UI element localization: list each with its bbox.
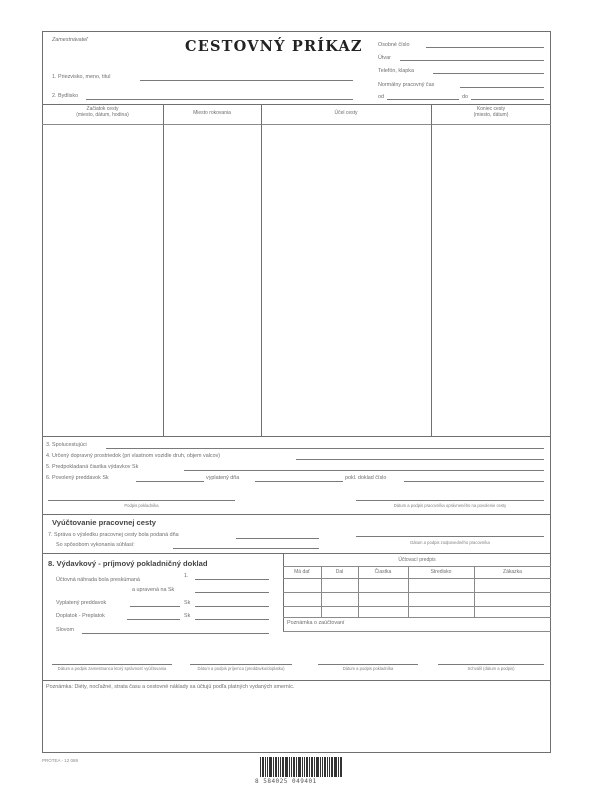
personal-number-label: Osobné číslo [378, 42, 410, 48]
work-time-label: Normálny pracovný čas [378, 82, 435, 88]
address-field[interactable] [86, 99, 353, 100]
barcode-bar [260, 757, 261, 777]
employee-signature-line[interactable] [52, 664, 172, 665]
accounting-bottom-border [283, 631, 551, 632]
department-field[interactable] [400, 60, 544, 61]
settlement-title: Vyúčtovanie pracovnej cesty [52, 518, 156, 527]
accounting-col-amount: Čiastka [374, 569, 392, 575]
barcode-bar [269, 757, 272, 777]
col-divider-2 [261, 104, 262, 436]
accounting-col-debit: Má dať [294, 569, 310, 575]
barcode-bar [275, 757, 277, 777]
barcode-bar [340, 757, 342, 777]
barcode-bar [293, 757, 295, 777]
department-label: Útvar [378, 55, 391, 61]
approver-signature-caption: Dátum a podpis pracovníka oprávneného na povolenie cesty [393, 503, 507, 508]
cashier-signature-line[interactable] [48, 500, 235, 501]
advance-paid-label: vyplatený dňa [206, 475, 240, 481]
barcode-bar [265, 757, 266, 777]
col-header-place: Miesto rokovania [193, 110, 231, 116]
difference-currency: Sk [184, 613, 191, 619]
transport-label: 4. Určený dopravný prostriedok (pri vlastnom vozidle druh, objem valcov) [46, 453, 221, 459]
accounting-title-border [283, 566, 551, 567]
accounting-col-center: Stredisko [430, 569, 452, 575]
recipient-signature-line[interactable] [190, 664, 292, 665]
footer-code: PROTEA - 12 069 [42, 758, 79, 763]
difference-amount[interactable] [195, 619, 269, 620]
barcode-bar [327, 757, 328, 777]
in-words-label: Slovom [56, 627, 74, 633]
reimbursement-field-1[interactable] [195, 579, 269, 580]
recipient-signature-caption: Dátum a podpis príjemcu (preddavku/doplatku) [197, 666, 285, 671]
approval-label: So spôsobom vykonania súhlasí: [56, 542, 135, 548]
barcode-bar [334, 757, 337, 777]
address-label: 2. Bydlisko [52, 93, 79, 99]
note-text: Poznámka: Diéty, nocľažné, strata času a cestovné náklady sa účtujú podľa platných vydaných smerníc. [46, 684, 295, 690]
col-header-start-sub: (miesto, dátum, hodina) [76, 111, 129, 118]
phone-field[interactable] [433, 73, 544, 74]
companions-label: 3. Spolucestujúci [46, 442, 87, 448]
col-header-end-label: Koniec cesty [476, 106, 506, 112]
approved-signature-caption: Schválil (dátum a podpis) [467, 666, 515, 671]
paid-advance-label: Vyplatený preddavok [56, 600, 107, 606]
barcode-bar [273, 757, 274, 777]
in-words-field[interactable] [82, 633, 269, 634]
accounting-col-order: Zákazka [503, 569, 522, 575]
barcode-bar [278, 757, 279, 777]
barcode-bar [304, 757, 305, 777]
accounting-row-border-3 [283, 617, 551, 618]
cell-end[interactable] [433, 126, 550, 435]
advance-doc-field[interactable] [404, 481, 544, 482]
reimbursement-label-1: Účtovná náhrada bola preskúmaná [56, 577, 140, 583]
expected-cost-field[interactable] [184, 470, 544, 471]
companions-field[interactable] [106, 448, 544, 449]
report-date-field[interactable] [236, 538, 319, 539]
cell-purpose[interactable] [263, 126, 430, 435]
responsible-signature-caption: Dátum a podpis zodpovedného pracovníka [410, 540, 490, 545]
table-top-border [42, 104, 551, 105]
cash-doc-title: 8. Výdavkový - príjmový pokladničný doklad [48, 559, 208, 568]
barcode-bar [306, 757, 308, 777]
barcode-bar [282, 757, 284, 777]
barcode-bar [329, 757, 330, 777]
accounting-col-credit: Dal [335, 569, 344, 575]
col-header-start-label: Začiatok cesty [86, 106, 119, 112]
surname-label: 1. Priezvisko, meno, titul [52, 74, 111, 80]
work-time-from-field[interactable] [387, 99, 459, 100]
advance-paid-field[interactable] [255, 481, 343, 482]
col-header-start [42, 107, 163, 119]
reimbursement-field-2[interactable] [195, 592, 269, 593]
barcode-bar [324, 757, 326, 777]
accounting-header-border [283, 578, 551, 579]
barcode-bar [291, 757, 292, 777]
paid-advance-amount[interactable] [195, 606, 269, 607]
barcode-bar [316, 757, 319, 777]
barcode-bar [320, 757, 321, 777]
barcode-digits: 8 584025 049401 [255, 778, 317, 785]
expected-cost-label: 5. Predpokladaná čiastka výdavkov Sk [46, 464, 139, 470]
advance-doc-label: pokl. doklad číslo [345, 475, 387, 481]
barcode-bar [267, 757, 268, 777]
employer-label: Zamestnávateľ [52, 37, 88, 43]
transport-field[interactable] [296, 459, 544, 460]
col-header-purpose: Účel cesty [334, 110, 358, 116]
note-top-border [42, 680, 551, 681]
accounting-row-border-1 [283, 592, 551, 593]
cash-doc-top-border [42, 553, 551, 554]
approval-field[interactable] [173, 548, 319, 549]
employee-signature-caption: Dátum a podpis zamestnanca ktorý správnosť vyúčtovania [57, 666, 167, 671]
work-time-from-text: od [378, 94, 384, 100]
form-title: CESTOVNÝ PRÍKAZ [185, 38, 363, 55]
barcode-bar [298, 757, 301, 777]
cell-place[interactable] [165, 126, 260, 435]
paid-advance-field[interactable] [130, 606, 180, 607]
settlement-top-border [42, 514, 551, 515]
barcode-bar [289, 757, 290, 777]
barcode-bar [331, 757, 333, 777]
barcode-bar [338, 757, 339, 777]
barcode-bar [262, 757, 264, 777]
barcode [260, 757, 344, 777]
table-header-border [42, 124, 551, 125]
cashier-final-signature-line[interactable] [318, 664, 418, 665]
approved-signature-line[interactable] [438, 664, 544, 665]
barcode-bar [296, 757, 297, 777]
barcode-bar [322, 757, 323, 777]
col-divider-3 [431, 104, 432, 436]
reimbursement-prefix: 1. [184, 573, 189, 579]
accounting-title: Účtovací predpis [398, 557, 436, 563]
col-divider-1 [163, 104, 164, 436]
barcode-bar [309, 757, 310, 777]
work-time-to-field[interactable] [471, 99, 544, 100]
table-bottom-border [42, 436, 551, 437]
surname-field[interactable] [140, 80, 353, 81]
work-time-field[interactable] [460, 87, 544, 88]
barcode-bar [314, 757, 315, 777]
difference-label: Doplatok - Preplatok [56, 613, 105, 619]
report-date-label: 7. Správa o výsledku pracovnej cesty bola podaná dňa [48, 532, 179, 538]
approver-signature-line[interactable] [356, 500, 544, 501]
difference-field[interactable] [127, 619, 180, 620]
work-time-to-text: do [462, 94, 468, 100]
responsible-signature-line[interactable] [356, 536, 544, 537]
cashier-signature-caption: Podpis pokladníka [124, 503, 159, 508]
accounting-row-border-2 [283, 606, 551, 607]
barcode-bar [302, 757, 303, 777]
paid-advance-currency: Sk [184, 600, 191, 606]
col-header-end [431, 107, 551, 119]
reimbursement-label-2: a upravená na Sk [132, 587, 175, 593]
advance-label: 6. Povolený preddavok Sk [46, 475, 109, 481]
personal-number-field[interactable] [426, 47, 544, 48]
barcode-bar [311, 757, 313, 777]
cell-start[interactable] [44, 126, 162, 435]
accounting-note-label: Poznámka o zaúčtovaní [287, 620, 345, 626]
cashier-final-signature-caption: Dátum a podpis pokladníka [342, 666, 394, 671]
barcode-bar [285, 757, 288, 777]
col-header-end-sub: (miesto, dátum) [473, 111, 509, 118]
barcode-bar [280, 757, 281, 777]
phone-label: Telefón, klapka [378, 68, 414, 74]
advance-field[interactable] [136, 481, 204, 482]
